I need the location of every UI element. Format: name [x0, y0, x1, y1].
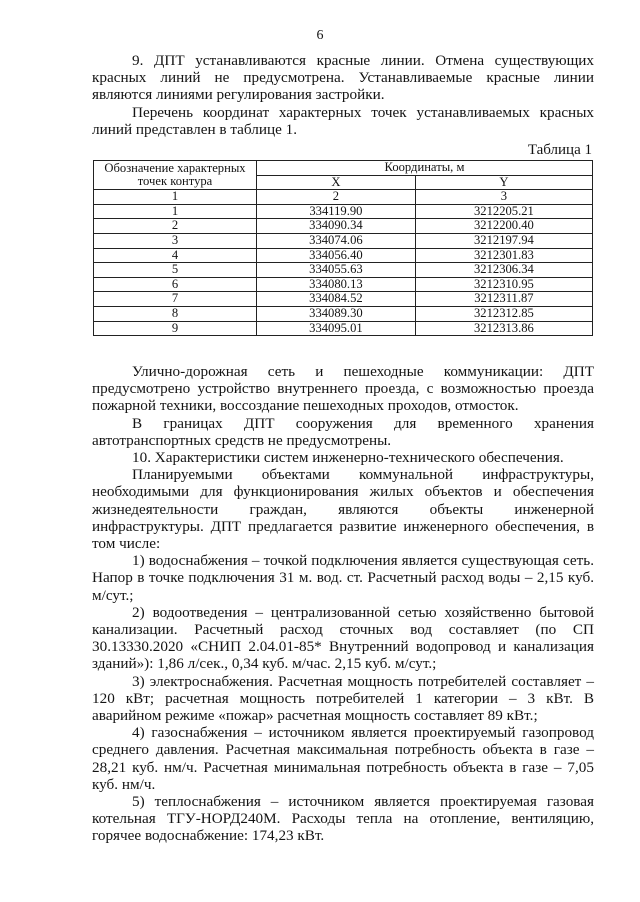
header-point: Обозначение характерных точек контура [94, 161, 257, 190]
paragraph-section-10: 10. Характеристики систем инженерно-технического обеспечения. [132, 449, 564, 467]
point-number: 7 [94, 292, 257, 307]
table-caption: Таблица 1 [527, 142, 592, 158]
coord-x: 334056.40 [257, 248, 416, 263]
coord-x: 334080.13 [257, 277, 416, 292]
coordinates-table [93, 160, 593, 336]
table-row [94, 306, 593, 321]
point-number: 2 [94, 219, 257, 234]
coord-x: 334095.01 [257, 321, 416, 336]
point-number: 6 [94, 277, 257, 292]
paragraph-heating: 5) теплоснабжения – источником является проектируемая газовая котельная ТГУ-НОРД240М. Расходы тепла на отопление, вентиляцию, горячее водоснабжение: 174,23 кВт. [92, 793, 594, 845]
coord-x: 334090.34 [257, 219, 416, 234]
paragraph-road-network: Улично-дорожная сеть и пешеходные коммуникации: ДПТ предусмотрено устройство внутреннего проезда, с возможностью проезда пожарной техники, воссоздание пешеходных проходов, отмосток. [92, 363, 594, 415]
coord-x: 334119.90 [257, 204, 416, 219]
point-number: 1 [94, 204, 257, 219]
body-text [92, 363, 594, 845]
coord-y: 3212301.83 [415, 248, 592, 263]
paragraph-parking: В границах ДПТ сооружения для временного хранения автотранспортных средств не предусмотрены. [92, 414, 594, 449]
paragraph-coords-list: Перечень координат характерных точек устанавливаемых красных линий представлен в таблице 1. [92, 103, 594, 138]
header-x: X [257, 175, 416, 190]
paragraph-sewerage: 2) водоотведения – централизованной сетью хозяйственно бытовой канализации. Расчетный расход сточных вод составляет (по СП 30.13330.2020 «СНИП 2.04.01-85* Внутренний водопровод и канализация зданий»): 1,86 л/сек., 0,34 куб. м/час. 2,15 куб. м/сут.; [92, 603, 594, 673]
coord-x: 334074.06 [257, 233, 416, 248]
page-number: 6 [316, 28, 324, 43]
col-number: 3 [415, 190, 592, 205]
paragraph-gas: 4) газоснабжения – источником является проектируемый газопровод среднего давления. Расчетная максимальная потребность объекта в газе – 28,21 куб. нм/ч. Расчетная минимальная потребность объекта в газе – 7,05 куб. нм/ч. [92, 724, 594, 793]
coord-y: 3212312.85 [415, 306, 592, 321]
paragraph-red-lines: 9. ДПТ устанавливаются красные линии. Отмена существующих красных линий не предусмотрена. Устанавливаемые красные линии являются линиями регулирования застройки. [92, 52, 594, 104]
paragraph-electricity: 3) электроснабжения. Расчетная мощность потребителей составляет – 120 кВт; расчетная мощность потребителей 1 категории – 3 кВт. В аварийном режиме «пожар» расчетная мощность составляет 89 кВт.; [92, 672, 594, 725]
coord-x: 334089.30 [257, 306, 416, 321]
table-row [94, 321, 593, 336]
coord-x: 334084.52 [257, 292, 416, 307]
table-row [94, 263, 593, 278]
col-number: 2 [257, 190, 416, 205]
table-row [94, 219, 593, 234]
point-number: 9 [94, 321, 257, 336]
paragraph-water-supply: 1) водоснабжения – точкой подключения является существующая сеть. Напор в точке подключения 31 м. вод. ст. Расчетный расход воды – 2,15 куб. м/сут.; [92, 552, 594, 604]
point-number: 5 [94, 263, 257, 278]
coord-x: 334055.63 [257, 263, 416, 278]
table-row [94, 292, 593, 307]
table-row [94, 204, 593, 219]
table-row [94, 277, 593, 292]
header-coords: Координаты, м [257, 161, 593, 176]
coord-y: 3212306.34 [415, 263, 592, 278]
coord-y: 3212311.87 [415, 292, 592, 307]
col-number: 1 [94, 190, 257, 205]
header-y: Y [415, 175, 592, 190]
table-row [94, 233, 593, 248]
coord-y: 3212205.21 [415, 204, 592, 219]
paragraph-infrastructure: Планируемыми объектами коммунальной инфраструктуры, необходимыми для функционирования жилых объектов и обеспечения жизнедеятельности граждан, являются объекты инженерной инфраструктуры. ДПТ предлагается развитие инженерного обеспечения, в том числе: [92, 466, 594, 553]
coord-y: 3212313.86 [415, 321, 592, 336]
coord-y: 3212197.94 [415, 233, 592, 248]
intro-text [92, 52, 594, 138]
coord-y: 3212200.40 [415, 219, 592, 234]
point-number: 8 [94, 306, 257, 321]
point-number: 3 [94, 233, 257, 248]
coord-y: 3212310.95 [415, 277, 592, 292]
table-row [94, 248, 593, 263]
point-number: 4 [94, 248, 257, 263]
